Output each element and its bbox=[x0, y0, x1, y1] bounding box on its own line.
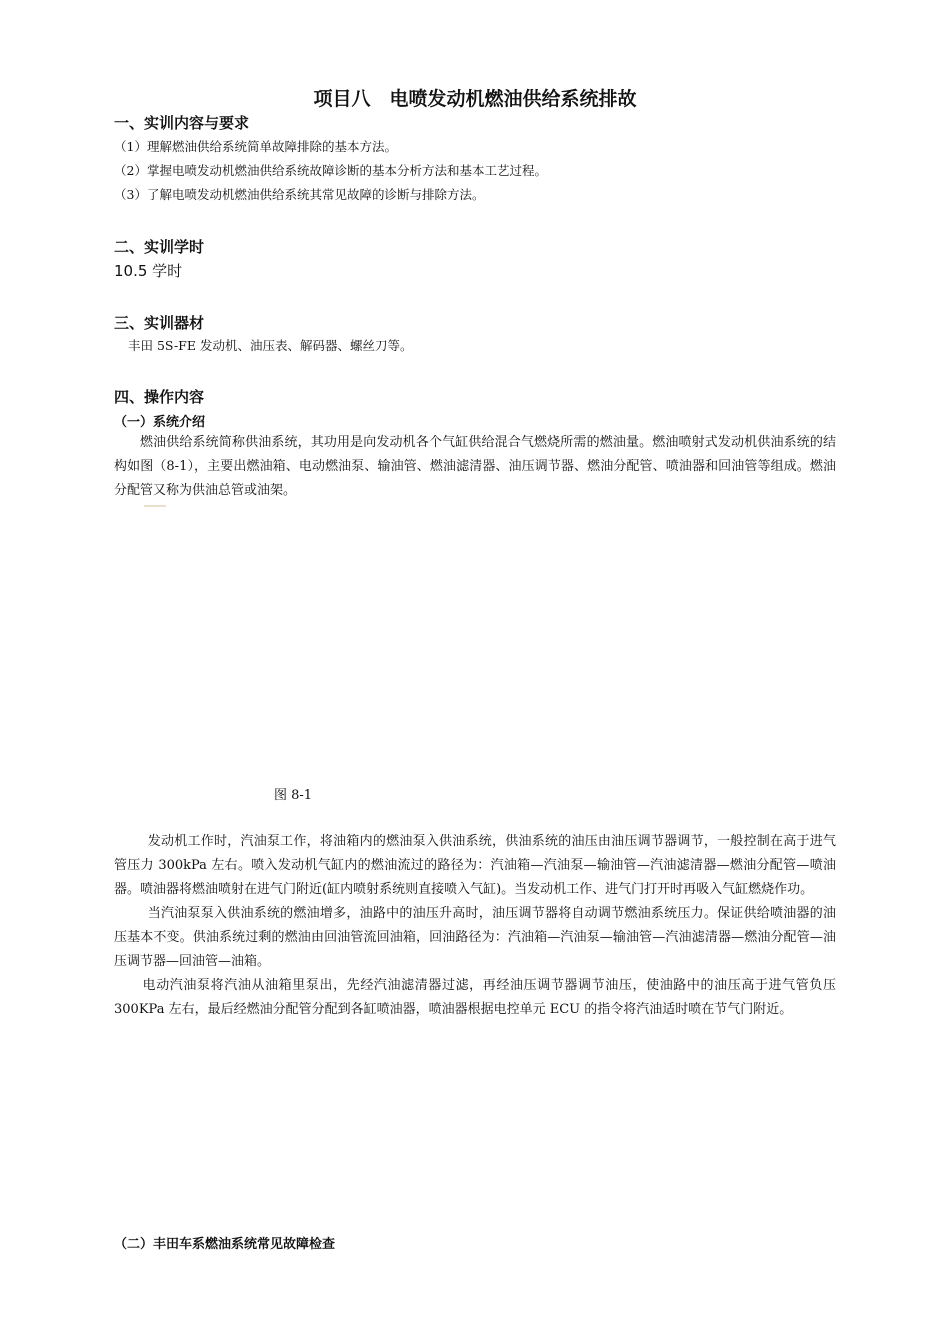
system-intro-paragraph: 燃油供给系统简称供油系统，其功用是向发动机各个气缸供给混合气燃烧所需的燃油量。燃油喷射式发动机供油系统的结构如图（8-1），主要出燃油箱、电动燃油泵、输油管、燃油滤清器、油压调节器、燃油分配管、喷油器和回油管等组成。燃油分配管又称为供油总管或油架。 bbox=[114, 435, 836, 498]
subsection-fault-check-heading: （二）丰田车系燃油系统常见故障检查 bbox=[114, 1237, 336, 1252]
figure-8-1-image bbox=[114, 505, 836, 775]
page-title: 项目八 电喷发动机燃油供给系统排故 bbox=[313, 88, 637, 110]
subsection-system-intro-heading: （一）系统介绍 bbox=[114, 415, 206, 430]
operation-paragraph-2: 当汽油泵泵入供油系统的燃油增多，油路中的油压升高时，油压调节器将自动调节燃油系统压力。保证供给喷油器的油压基本不变。供油系统过剩的燃油由回油管流回油箱，回油路径为：汽油箱—汽油泵—输油管—汽油滤清器—燃油分配管—油压调节器—回油管—油箱。 bbox=[114, 906, 836, 969]
operation-paragraphs bbox=[114, 830, 836, 1022]
figure-caption: 图 8-1 bbox=[274, 788, 313, 803]
section-2-heading: 二、实训学时 bbox=[114, 238, 205, 256]
section-1-heading: 一、实训内容与要求 bbox=[114, 114, 250, 132]
operation-paragraph-1: 发动机工作时，汽油泵工作，将油箱内的燃油泵入供油系统，供油系统的油压由油压调节器调节，一般控制在高于进气管压力 300kPa 左右。喷入发动机气缸内的燃油流过的路径为：汽油箱—汽油泵—输油管—汽油滤清器—燃油分配管—喷油器。喷油器将燃油喷射在进气门附近(缸内喷射系统则直接喷入气缸)。当发动机工作、进气门打开时再吸入气缸燃烧作功。 bbox=[114, 834, 836, 897]
training-hours: 10.5 学时 bbox=[114, 262, 183, 280]
section-4-heading: 四、操作内容 bbox=[114, 388, 205, 406]
figure-placeholder-mark bbox=[144, 505, 166, 507]
requirement-item-1: （1）理解燃油供给系统简单故障排除的基本方法。 bbox=[114, 139, 397, 154]
requirement-item-2: （2）掌握电喷发动机燃油供给系统故障诊断的基本分析方法和基本工艺过程。 bbox=[114, 163, 547, 178]
requirement-item-3: （3）了解电喷发动机燃油供给系统其常见故障的诊断与排除方法。 bbox=[114, 187, 485, 202]
section-3-heading: 三、实训器材 bbox=[114, 314, 205, 332]
operation-paragraph-3: 电动汽油泵将汽油从油箱里泵出，先经汽油滤清器过滤，再经油压调节器调节油压，使油路中的油压高于进气管负压 300KPa 左右，最后经燃油分配管分配到各缸喷油器，喷油器根据电控单元 ECU 的指令将汽油适时喷在节气门附近。 bbox=[114, 978, 836, 1017]
equipment-list: 丰田 5S-FE 发动机、油压表、解码器、螺丝刀等。 bbox=[128, 338, 413, 353]
